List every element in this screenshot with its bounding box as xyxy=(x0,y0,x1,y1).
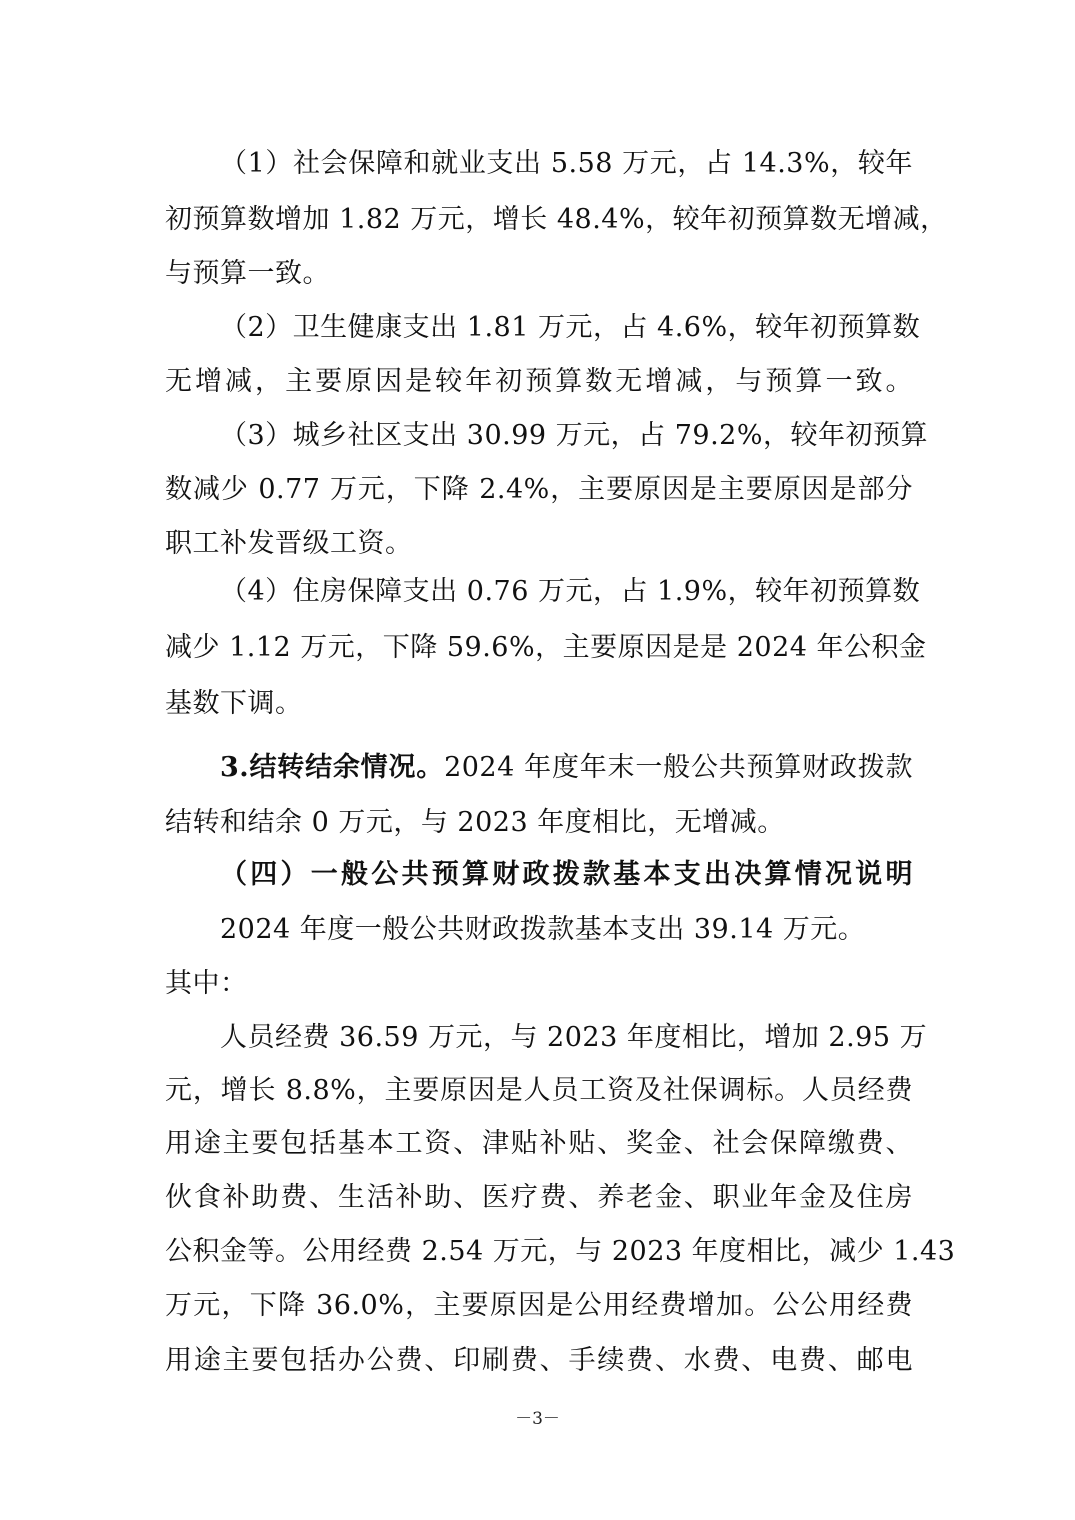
basic-expense-line-1: 2024 年度一般公共财政拨款基本支出 39.14 万元。 xyxy=(220,914,866,945)
carryover-heading: 3.结转结余情况。 xyxy=(220,752,445,783)
paragraph-1-line-3: 与预算一致。 xyxy=(165,258,330,289)
section-heading: （四）一般公共预算财政拨款基本支出决算情况说明 xyxy=(220,859,913,890)
paragraph-1-line-1: （1）社会保障和就业支出 5.58 万元，占 14.3%，较年 xyxy=(220,148,913,179)
paragraph-4-line-3: 基数下调。 xyxy=(165,688,303,719)
personnel-line-6: 万元，下降 36.0%，主要原因是公用经费增加。公公用经费 xyxy=(165,1290,913,1321)
personnel-line-5: 公积金等。公用经费 2.54 万元，与 2023 年度相比，减少 1.43 xyxy=(165,1236,956,1267)
personnel-line-7: 用途主要包括办公费、印刷费、手续费、水费、电费、邮电 xyxy=(165,1345,913,1376)
paragraph-3-line-2: 数减少 0.77 万元，下降 2.4%，主要原因是主要原因是部分 xyxy=(165,474,913,505)
personnel-line-3: 用途主要包括基本工资、津贴补贴、奖金、社会保障缴费、 xyxy=(165,1128,913,1159)
paragraph-3-line-1: （3）城乡社区支出 30.99 万元，占 79.2%，较年初预算 xyxy=(220,420,928,451)
paragraph-4-line-1: （4）住房保障支出 0.76 万元，占 1.9%，较年初预算数 xyxy=(220,576,921,607)
carryover-paragraph-line-2: 结转和结余 0 万元，与 2023 年度相比，无增减。 xyxy=(165,807,785,838)
paragraph-1-line-2: 初预算数增加 1.82 万元，增长 48.4%，较年初预算数无增减， xyxy=(165,204,948,235)
personnel-line-4: 伙食补助费、生活补助、医疗费、养老金、职业年金及住房 xyxy=(165,1182,913,1213)
carryover-paragraph-line-1 xyxy=(220,750,913,786)
personnel-line-2: 元，增长 8.8%，主要原因是人员工资及社保调标。人员经费 xyxy=(165,1075,913,1106)
paragraph-2-line-2: 无增减，主要原因是较年初预算数无增减，与预算一致。 xyxy=(165,366,913,397)
paragraph-4-line-2: 减少 1.12 万元，下降 59.6%，主要原因是是 2024 年公积金 xyxy=(165,632,927,663)
paragraph-2-line-1: （2）卫生健康支出 1.81 万元，占 4.6%，较年初预算数 xyxy=(220,312,921,343)
paragraph-3-line-3: 职工补发晋级工资。 xyxy=(165,528,413,559)
basic-expense-line-2: 其中： xyxy=(165,968,248,999)
personnel-line-1: 人员经费 36.59 万元，与 2023 年度相比，增加 2.95 万 xyxy=(220,1022,928,1053)
carryover-text: 2024 年度年末一般公共预算财政拨款 xyxy=(444,752,914,783)
page-number: －3－ xyxy=(515,1409,560,1429)
